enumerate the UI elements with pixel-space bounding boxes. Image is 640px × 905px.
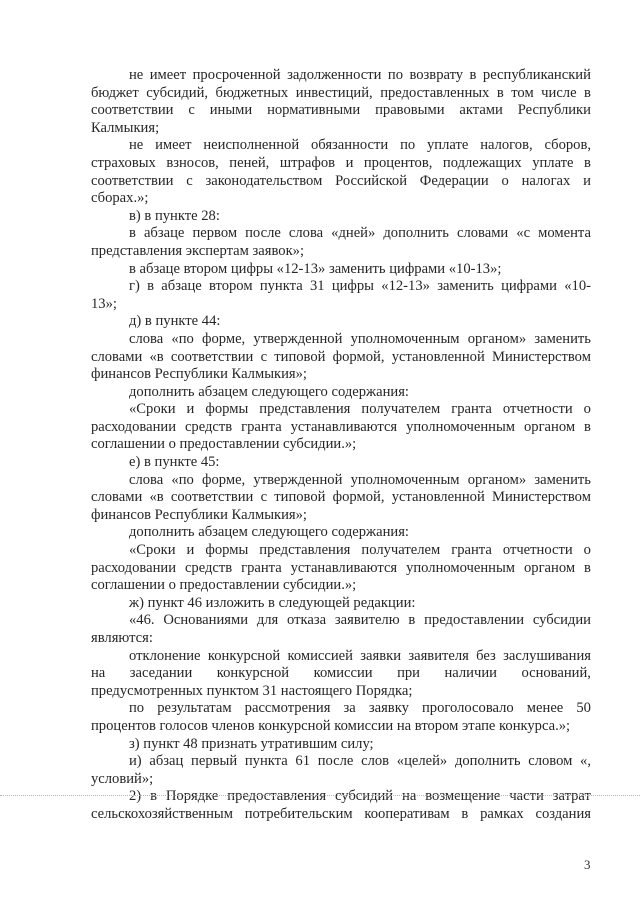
text-line: г) в абзаце втором пункта 31 цифры «12-13» заменить цифрами «10- (129, 278, 591, 295)
text-line: 13»; (91, 295, 117, 312)
page-number: 3 (584, 857, 591, 872)
text-line: условий»; (91, 770, 154, 787)
text-line: не имеет просроченной задолженности по возврату в республиканский (129, 67, 591, 83)
text-line: слова «по форме, утвержденной уполномоченным органом» заменить (129, 471, 591, 488)
text-line: соответствии с иными нормативными правовыми актами Республики (91, 102, 591, 119)
text-line: расходовании средств гранта устанавливаются уполномоченным органом в (91, 418, 591, 435)
text-line: Калмыкия; (91, 119, 160, 136)
text-line: дополнить абзацем следующего содержания: (129, 524, 409, 541)
text-line: д) в пункте 44: (129, 313, 221, 330)
text-line: з) пункт 48 признать утратившим силу; (129, 735, 374, 752)
text-line: финансов Республики Калмыкия»; (91, 506, 307, 523)
text-line: страховых взносов, пеней, штрафов и процентов, подлежащих уплате в (91, 154, 591, 171)
text-line: представления экспертам заявок»; (91, 242, 305, 259)
text-line: в абзаце первом после слова «дней» дополнить словами «с момента (129, 225, 591, 242)
scan-artifact-line (0, 795, 640, 796)
text-line: е) в пункте 45: (129, 454, 220, 471)
text-line: бюджет субсидий, бюджетных инвестиций, предоставленных в том числе в (91, 84, 591, 101)
text-line: на заседании конкурсной комиссии при наличии оснований, (91, 665, 591, 682)
text-line: словами «в соответствии с типовой формой, установленной Министерством (91, 348, 591, 365)
text-line: в абзаце втором цифры «12-13» заменить цифрами «10-13»; (129, 260, 502, 277)
text-line: соглашении о предоставлении субсидии.»; (91, 436, 357, 453)
text-line: в) в пункте 28: (129, 207, 220, 224)
text-line: «Сроки и формы представления получателем гранта отчетности о (129, 401, 591, 418)
text-line: соответствии с законодательством Российской Федерации о налогах и (91, 172, 591, 189)
text-line: процентов голосов членов конкурсной комиссии на втором этапе конкурса.»; (91, 717, 571, 734)
text-line: дополнить абзацем следующего содержания: (129, 383, 409, 400)
text-line: финансов Республики Калмыкия»; (91, 366, 307, 383)
text-line: и) абзац первый пункта 61 после слов «целей» дополнить словом «, (129, 753, 591, 770)
text-line: сельскохозяйственным потребительским кооперативам в рамках создания (91, 805, 591, 822)
text-line: расходовании средств гранта устанавливаются уполномоченным органом в (91, 559, 591, 576)
text-line: соглашении о предоставлении субсидии.»; (91, 577, 357, 594)
text-line: ж) пункт 46 изложить в следующей редакции: (129, 594, 416, 611)
text-line: «Сроки и формы представления получателем гранта отчетности о (129, 542, 591, 559)
document-body (91, 67, 591, 824)
text-line: не имеет неисполненной обязанности по уплате налогов, сборов, (129, 137, 591, 154)
text-line: являются: (91, 630, 153, 646)
text-line: отклонение конкурсной комиссией заявки заявителя без заслушивания (129, 647, 591, 664)
text-line: «46. Основаниями для отказа заявителю в предоставлении субсидии (129, 612, 591, 629)
text-line: сборах.»; (91, 190, 149, 207)
text-line: по результатам рассмотрения за заявку проголосовало менее 50 (129, 700, 591, 717)
text-line: предусмотренных пунктом 31 настоящего Порядка; (91, 682, 413, 699)
text-line: словами «в соответствии с типовой формой, установленной Министерством (91, 489, 591, 506)
text-line: 2) в Порядке предоставления субсидий на возмещение части затрат (129, 788, 591, 805)
text-line: слова «по форме, утвержденной уполномоченным органом» заменить (129, 330, 591, 347)
